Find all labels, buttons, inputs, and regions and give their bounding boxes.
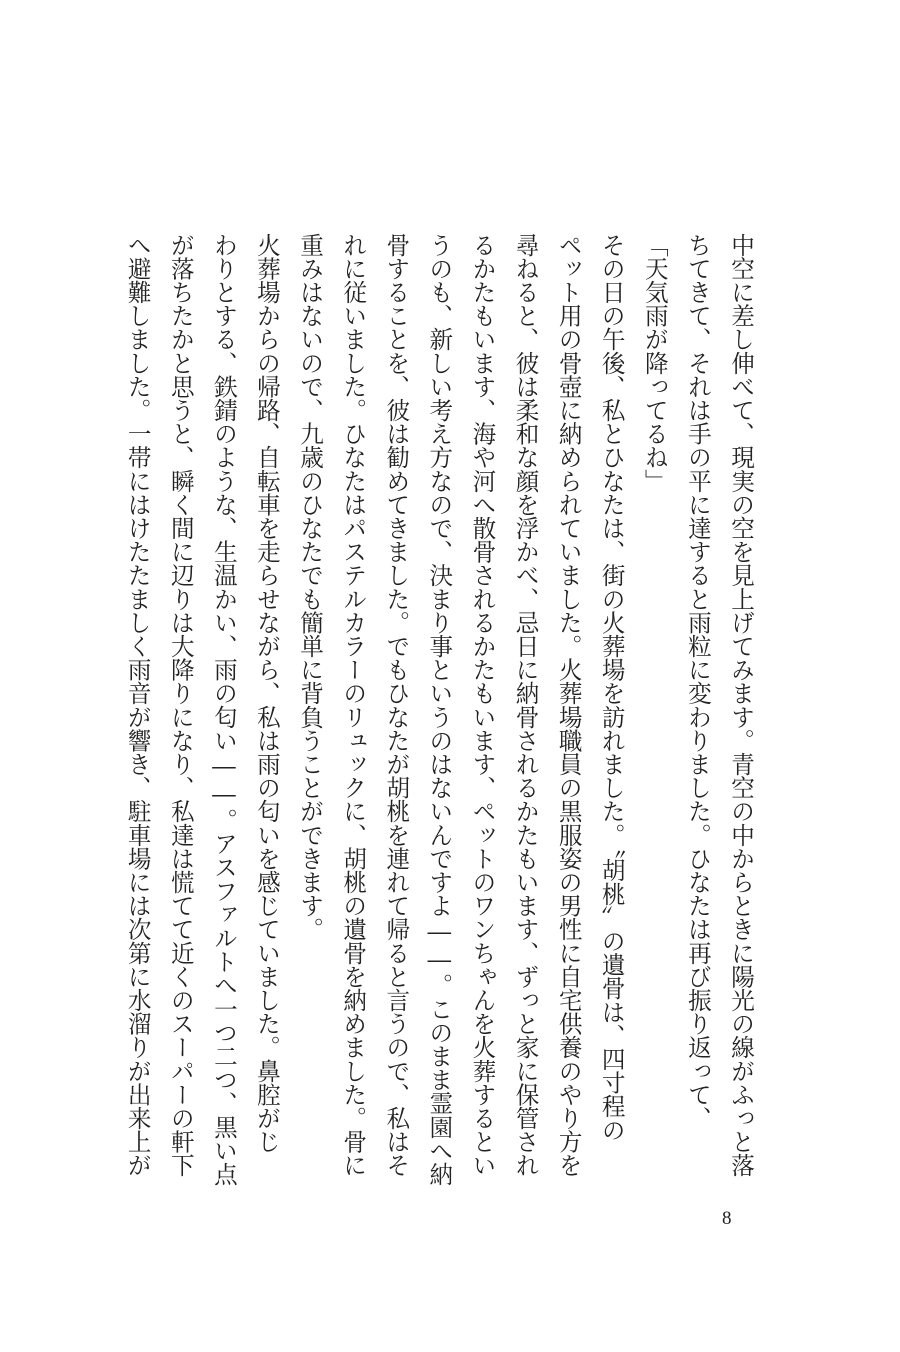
text-column: へ避難しました。一帯にはけたたましく雨音が響き、駐車場には次第に水溜りが出来上が xyxy=(123,233,152,1177)
text-column: 骨することを、彼は勧めてきました。でもひなたが胡桃を連れて帰ると言うので、私はそ xyxy=(382,233,411,1177)
text-column: 尋ねると、彼は柔和な顔を浮かべ、忌日に納骨されるかたもいます、ずっと家に保管され xyxy=(511,233,540,1177)
page-number: 8 xyxy=(722,1208,732,1229)
text-column: 重みはないので、九歳のひなたでも簡単に背負うことができます。 xyxy=(296,233,325,941)
text-column: うのも、新しい考え方なので、決まり事というのはないんですよ――。このまま霊園へ納 xyxy=(425,233,454,1186)
vertical-text-body xyxy=(116,233,762,1193)
text-column: れに従いました。ひなたはパステルカラーのリュックに、胡桃の遺骨を納めました。骨に xyxy=(339,233,368,1177)
text-column: ペット用の骨壺に納められていました。火葬場職員の黒服姿の男性に自宅供養のやり方を xyxy=(554,233,583,1177)
text-column: るかたもいます、海や河へ散骨されるかたもいます、ペットのワンちゃんを火葬するとい xyxy=(468,233,497,1177)
text-column: が落ちたかと思うと、瞬く間に辺りは大降りになり、私達は慌てて近くのスーパーの軒下 xyxy=(166,233,195,1177)
text-column: 「天気雨が降ってるね」 xyxy=(640,233,669,493)
text-column: ちてきて、それは手の平に達すると雨粒に変わりました。ひなたは再び振り返って、 xyxy=(683,233,712,1130)
text-column: わりとする、鉄錆のような、生温かい、雨の匂い――。アスファルトへ一つ二つ、黒い点 xyxy=(209,233,238,1186)
text-column: 火葬場からの帰路、自転車を走らせながら、私は雨の匂いを感じていました。鼻腔がじ xyxy=(252,233,281,1154)
text-column: 中空に差し伸べて、現実の空を見上げてみます。青空の中からときに陽光の線がふっと落 xyxy=(727,233,755,1177)
text-column: その日の午後、私とひなたは、街の火葬場を訪れました。〝胡桃〟の遺骨は、四寸程の xyxy=(597,233,626,1142)
